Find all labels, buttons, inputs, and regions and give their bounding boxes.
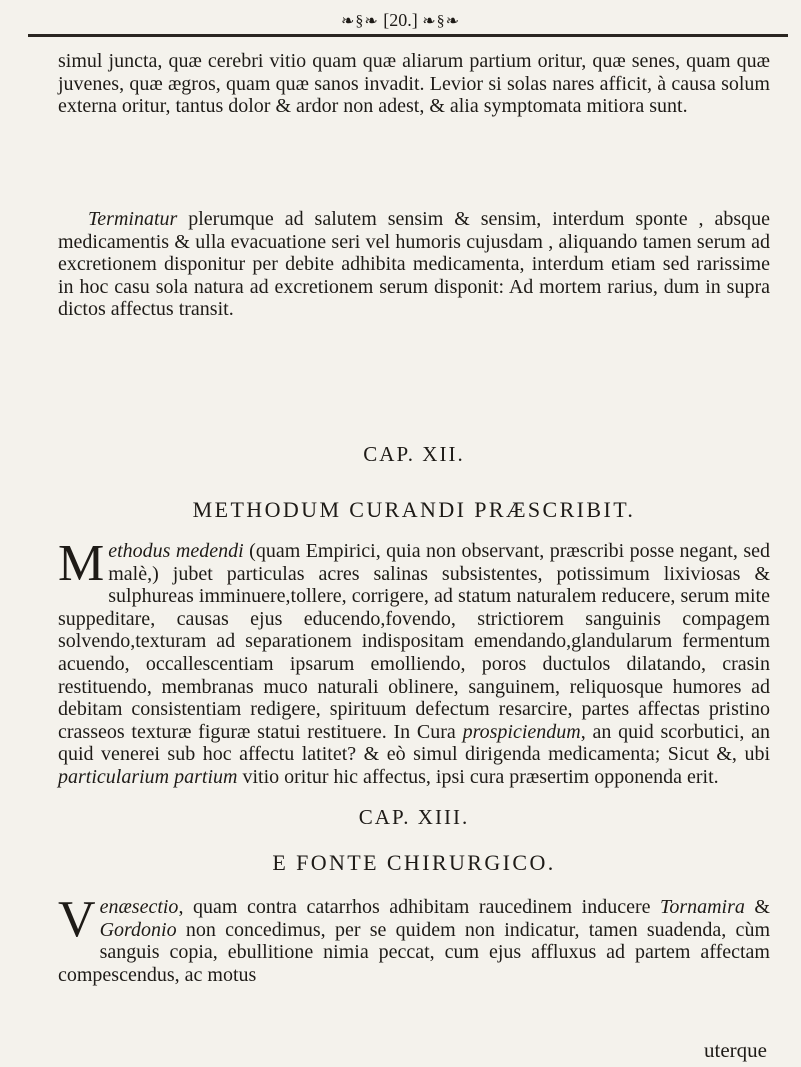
- lead-word: Terminatur: [88, 208, 178, 230]
- lead-phrase: ethodus medendi: [108, 540, 244, 562]
- author-name: Tornamira: [660, 896, 745, 918]
- chapter-12-label: CAP. XII.: [363, 442, 465, 466]
- paragraph-continuation: simul juncta, quæ cerebri vitio quam quæ aliarum partium oritur, quæ senes, quam quæ juvenes, quæ ægros, quam quæ sanos invadit. Levior si solas nares afficit, à causa solum externa oritur, tantus dolor & ardor non adest, & alia symptomata mitiora sunt.: [58, 50, 770, 118]
- paragraph-text: (quam Empirici, quia non observant, præscribi posse negant, sed malè,) jubet particulas acres salinas subsistentes, potissimum lixiviosas & sulphureas imminuere,tollere, corrigere, ad statum naturalem reducere, serum mite suppeditare, causas ejus educendo,fovendo, strictiorem sanguinis compagem solvendo,texturam ad separationem indispositam emendando,glandularum fermentum acuendo, occallescentiam ipsarum emolliendo, poros ductulos dilatando, crasin restituendo, membranas muco naturali oblinere, sanguinem, reliquosque humores ad debitam consistentiam redigere, spirituum defectum resarcire, partes affectas pristino crasseos texturæ figuræ statui restituere. In Cura: [58, 540, 770, 743]
- ornament-right: ❧§❧: [422, 13, 461, 30]
- page-number: [20.]: [383, 10, 418, 30]
- paragraph-text: , quam contra catarrhos adhibitam raucedinem inducere: [178, 896, 661, 918]
- author-name: Gordonio: [99, 918, 177, 941]
- paragraph-method: [58, 535, 770, 789]
- header-rule: [28, 34, 788, 37]
- ornament-left: ❧§❧: [340, 13, 379, 30]
- catchword: uterque: [704, 1038, 767, 1062]
- drop-cap: M: [58, 535, 105, 592]
- italic-term: prospiciendum: [462, 720, 581, 743]
- chapter-13-label: CAP. XIII.: [358, 805, 470, 829]
- paragraph-text: non concedimus, per se quidem non indicatur, tamen suadenda, cùm sanguis copia, ebullitione nimia peccat, cum ejus affluxus ad partem affectam compescendus, ac motus: [58, 918, 770, 986]
- chapter-13-title: E FONTE CHIRURGICO.: [272, 850, 556, 875]
- paragraph-text: &: [744, 896, 770, 918]
- running-header: [0, 6, 801, 34]
- italic-term: particularium partium: [58, 765, 238, 788]
- lead-word: enæsectio: [99, 896, 179, 918]
- paragraph-termination: [58, 208, 770, 321]
- chapter-12-title: METHODUM CURANDI PRÆSCRIBIT.: [192, 497, 636, 522]
- paragraph-text: , an quid scorbutici, an quid venerei sub hoc affectu latitet? & eò simul dirigenda medicamenta; Sicut &, ubi: [58, 720, 770, 766]
- paragraph-venesection: [58, 891, 770, 986]
- paragraph-text: vitio oritur hic affectus, ipsi cura præsertim opponenda erit.: [237, 765, 719, 788]
- drop-cap: V: [58, 891, 96, 948]
- paragraph-text: plerumque ad salutem sensim & sensim, interdum sponte , absque medicamentis & ulla evacuatione seri vel humoris cujusdam , aliquando tamen serum ad excretionem disponitur per debite adhibita medicamenta, interdum etiam sed rarissime in hoc casu sola natura ad excretionem serum disponit: Ad mortem rarius, dum in supra dictos affectus transit.: [58, 208, 770, 321]
